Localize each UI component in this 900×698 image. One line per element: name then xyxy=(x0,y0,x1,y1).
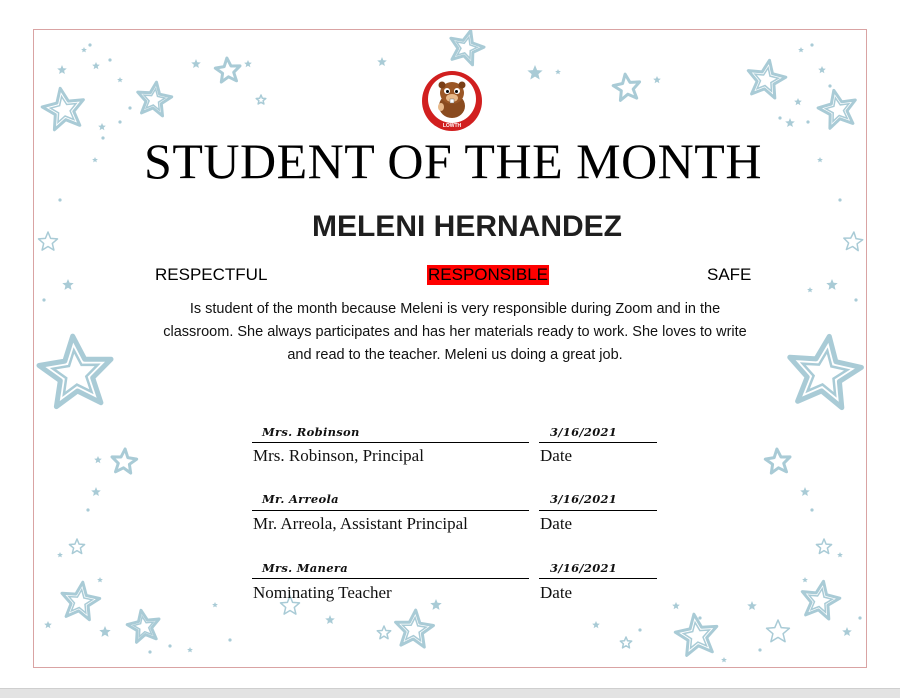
reason-paragraph xyxy=(155,298,755,367)
teacher-date-line xyxy=(539,578,657,579)
teacher-date-label: Date xyxy=(540,583,573,602)
certificate-title: STUDENT OF THE MONTH xyxy=(144,133,762,189)
principal-label: Mrs. Robinson, Principal xyxy=(253,446,424,465)
student-name: MELENI HERNANDEZ xyxy=(311,210,622,243)
teacher-label: Nominating Teacher xyxy=(253,583,392,602)
principal-date: 3/16/2021 xyxy=(550,425,618,439)
beaver-mascot-icon xyxy=(438,82,466,119)
teacher-signature-line xyxy=(252,578,529,579)
teacher-signature: Mrs. Manera xyxy=(262,561,348,575)
principal-signature: Mrs. Robinson xyxy=(262,425,360,439)
principal-signature-line xyxy=(252,442,529,443)
assistant-principal-date-label: Date xyxy=(540,514,573,533)
assistant-principal-date-line xyxy=(539,510,657,511)
assistant-principal-signature: Mr. Arreola xyxy=(262,492,339,506)
reason-line: classroom. She always participates and has her materials ready to work. She loves to write xyxy=(163,324,747,340)
assistant-principal-label: Mr. Arreola, Assistant Principal xyxy=(253,514,468,533)
reason-line: and read to the teacher. Meleni us doing a great job. xyxy=(287,347,623,363)
trait-safe: SAFE xyxy=(707,265,752,284)
school-logo xyxy=(421,70,483,132)
assistant-principal-date: 3/16/2021 xyxy=(550,492,618,506)
teacher-date: 3/16/2021 xyxy=(550,561,618,575)
trait-responsible-highlighted: RESPONSIBLE xyxy=(428,265,548,284)
principal-date-label: Date xyxy=(540,446,573,465)
logo-text: LOWTH xyxy=(442,123,462,129)
assistant-principal-signature-line xyxy=(252,510,529,511)
trait-respectful: RESPECTFUL xyxy=(155,265,268,284)
principal-date-line xyxy=(539,442,657,443)
reason-line: Is student of the month because Meleni is very responsible during Zoom and in the xyxy=(189,301,721,317)
